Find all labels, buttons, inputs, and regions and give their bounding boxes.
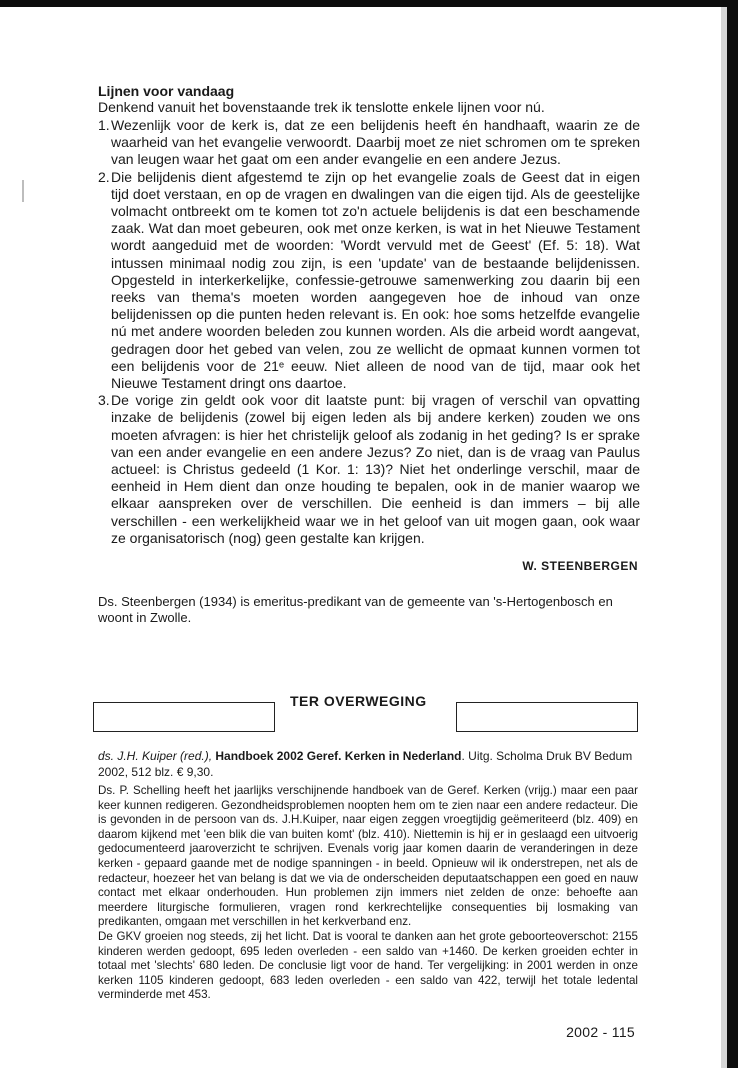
page-number: 2002 - 115 bbox=[566, 1024, 635, 1040]
list-item-text: Wezenlijk voor de kerk is, dat ze een belijdenis heeft én handhaaft, waarin ze de waarheid van het evangelie verwoordt. Daarbij moet ze niet schromen om te spreken van leugen waar het gaat om een ander evangelie en een andere Jezus. bbox=[111, 117, 640, 168]
section-heading: Lijnen voor vandaag bbox=[98, 83, 235, 99]
author-bio: Ds. Steenbergen (1934) is emeritus-predikant van de gemeente van 's-Hertogenbosch en woont in Zwolle. bbox=[98, 594, 613, 625]
list-item-text: De vorige zin geldt ook voor dit laatste punt: bij vragen of verschil van opvatting inzake de belijdenis (zowel bij eigen leden als bij andere kerken) zouden we ons moeten afvragen: is hier het christelijk geloof als zodanig in het geding? Is er sprake van een ander evangelie en een andere Jezus? Zo niet, dan is de vraag van Paulus actueel: is Christus gedeeld (1 Kor. 1: 13)? Niet het onderlinge verschil, maar de eenheid in Hem dient dan onze houding te bepalen, ook in de manier waarop we elkaar aanspreken over de verschillen. Die eenheid is dan immers – bij alle verschillen - een werkelijkheid waar we in het geloof van uit mogen gaan, ook waar ze organisatorisch (nog) geen gestalte kan krijgen. bbox=[111, 392, 640, 546]
book-editor: ds. J.H. Kuiper (red.), bbox=[98, 749, 213, 763]
list-item-number: 2. bbox=[98, 168, 110, 185]
book-publisher: . Uitg. Scholma Druk BV Bedum 2002, 512 blz. € 9,30. bbox=[98, 749, 633, 779]
section-divider-box-right bbox=[456, 702, 638, 732]
review-paragraph: Ds. P. Schelling heeft het jaarlijks verschijnende handboek van de Geref. Kerken (vrijg.) maar een paar keer kunnen redigeren. Gezondheidsproblemen noopten hem om te zien naar een andere redacteur. Die is gevonden in de persoon van ds. J.H.Kuiper, naar eigen zeggen vroegtijdig geëmeriteerd (blz. 409) en daarom kijkend met 'een blik die van buiten komt' (blz. 410). Niettemin is hij er in geslaagd een uitvoerig gedocumenteerd jaaroverzicht te schrijven. Evenals vorig jaar komen daarin de veranderingen in deze kerken - gepaard gaande met de nodige spanningen - in beeld. Opnieuw wil ik onderstrepen, net als de redacteur, hoezeer het van belang is dat we via de onderscheiden deputaatschappen een goed en nauw contact met elkaar onderhouden. Hun problemen zijn immers niet zelden de onze: behoefte aan meerdere liturgische formulieren, vragen rond kerkrechtelijke consequenties bij losmaking van predikanten, omgaan met verschillen in het kerkverband enz. bbox=[98, 784, 638, 929]
review-body bbox=[98, 784, 638, 1003]
book-title: Handboek 2002 Geref. Kerken in Nederland bbox=[215, 749, 462, 763]
list-item bbox=[98, 392, 640, 547]
list-item-text: Die belijdenis dient afgestemd te zijn op het evangelie zoals de Geest dat in eigen tijd doet verstaan, en op de vragen en dwalingen van die eigen tijd. Als de geestelijke volmacht ontbreekt om te komen tot zo'n actuele belijdenis is dat een beschamende zaak. Wat dan moet gebeuren, ook met onze kerken, is wat in het Nieuwe Testament wordt aangeduid met de woorden: 'Wordt vervuld met de Geest' (Ef. 5: 18). Wat intussen minimaal nodig zou zijn, is een 'update' van de bestaande belijdenissen. Opgesteld in interkerkelijke, confessie-getrouwe samenwerking zou daarin bij een reeks van thema's moeten worden aangegeven hoe de inhoud van onze belijdenissen op die punten heden relevant is. En ook: hoe soms hetzelfde evangelie nú met andere woorden beleden zou kunnen worden. Als die arbeid wordt aangevat, gedragen door het gebed van velen, zou ze wellicht de opmaat kunnen vormen tot een belijdenis voor de 21ᵉ eeuw. Niet alleen de nood van de tijd, maar ook het Nieuwe Testament dringt ons daartoe. bbox=[111, 168, 640, 392]
author-signature: W. STEENBERGEN bbox=[522, 559, 638, 573]
numbered-list bbox=[98, 117, 640, 547]
review-paragraph: De GKV groeien nog steeds, zij het licht. Dat is vooral te danken aan het grote geboorteoverschot: 2155 kinderen werden gedoopt, 695 leden overleden - een saldo van +1460. De kerken groeiden echter in totaal met 'slechts' 680 leden. De conclusie ligt voor de hand. Ter vergelijking: in 2001 werden in onze kerken 1105 kinderen gedoopt, 683 leden overleden - een saldo van 422, terwijl het totale ledental verminderde met 453. bbox=[98, 929, 638, 1002]
list-item bbox=[98, 117, 640, 169]
book-reference bbox=[98, 748, 638, 780]
section-title: TER OVERWEGING bbox=[290, 693, 427, 709]
intro-paragraph: Denkend vanuit het bovenstaande trek ik tenslotte enkele lijnen voor nú. bbox=[98, 99, 545, 115]
list-item bbox=[98, 169, 640, 393]
list-item-number: 3. bbox=[98, 392, 110, 409]
list-item-number: 1. bbox=[98, 117, 110, 133]
section-divider-box-left bbox=[93, 702, 275, 732]
